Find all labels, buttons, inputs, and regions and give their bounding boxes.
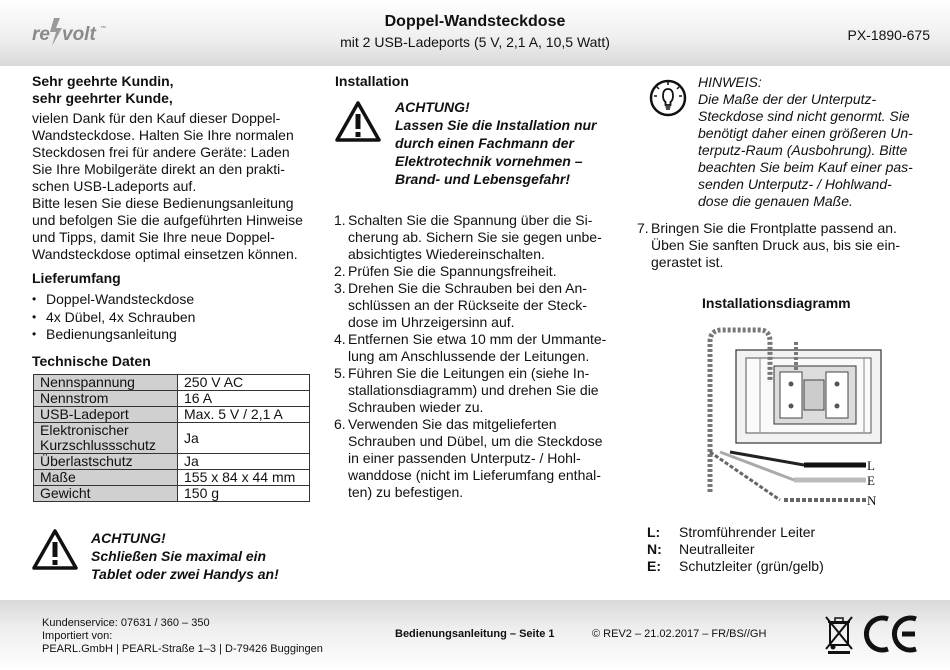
footer-revision: © REV2 – 21.02.2017 – FR/BS//GH: [592, 628, 767, 640]
step-number: 1.: [334, 212, 346, 228]
step-line: in einer passenden Unterputz- / Hohl-: [348, 450, 581, 466]
step-line: Prüfen Sie die Spannungsfreiheit.: [348, 263, 557, 279]
intro-line: schen USB-Ladeports auf.: [32, 178, 197, 194]
diagram-heading: Installationsdiagramm: [702, 295, 851, 311]
step-line: schlüssen an der Rückseite der Steck-: [348, 297, 587, 313]
step-number: 7.: [637, 220, 649, 236]
hint-line: terputz-Raum (Ausbohrung). Bitte: [698, 142, 908, 158]
step-line: Drehen Sie die Schrauben bei den An-: [348, 280, 587, 296]
step-line: Bringen Sie die Frontplatte passend an.: [651, 220, 897, 236]
step-line: ten) zu befestigen.: [348, 484, 464, 500]
table-cell-key: Gewicht: [34, 486, 178, 502]
scope-list: [32, 291, 195, 344]
table-row: [34, 470, 310, 486]
legend-item: [647, 541, 824, 558]
table-cell-value: 16 A: [178, 391, 310, 407]
weee-bin-icon: [824, 614, 854, 659]
warning-installation-text: [395, 98, 597, 188]
table-cell-key: Nennspannung: [34, 375, 178, 391]
warning-line: Tablet oder zwei Handys an!: [91, 566, 279, 582]
lightbulb-icon: [648, 74, 688, 123]
list-item: [334, 263, 624, 280]
table-cell-value: 155 x 84 x 44 mm: [178, 470, 310, 486]
intro-line: vielen Dank für den Kauf dieser Doppel-: [32, 110, 281, 126]
list-item: [334, 365, 624, 416]
table-cell-value: 150 g: [178, 486, 310, 502]
diagram-wire-label-n: N: [867, 493, 877, 508]
table-row: [34, 486, 310, 502]
warning-charging-text: [91, 529, 279, 583]
greeting-line: sehr geehrter Kunde,: [32, 90, 173, 106]
step-line: stallationsdiagramm) und drehen Sie die: [348, 382, 599, 398]
hint-text: [698, 74, 913, 210]
table-cell-value: Ja: [178, 454, 310, 470]
table-cell-line: Elektronischer: [40, 422, 129, 438]
list-item: [334, 280, 624, 331]
hint-title: HINWEIS:: [698, 74, 762, 90]
intro-line: Wandsteckdose. Halten Sie Ihre normalen: [32, 127, 294, 143]
table-cell-key: Überlastschutz: [34, 454, 178, 470]
warning-line: Schließen Sie maximal ein: [91, 548, 267, 564]
revolt-logo-icon: [32, 12, 107, 52]
tech-table: [33, 374, 310, 502]
step-line: cherung ab. Sichern Sie sie gegen unbe-: [348, 229, 602, 245]
footer-manual: Bedienungsanleitung – Seite 1: [395, 628, 555, 640]
table-cell-value: Max. 5 V / 2,1 A: [178, 407, 310, 423]
list-item: • 4x Dübel, 4x Schrauben: [32, 309, 195, 327]
legend-key: L:: [647, 524, 661, 540]
hint-line: senden Unterputz- / Hohlwand-: [698, 176, 892, 192]
warning-line: durch einen Fachmann der: [395, 135, 574, 151]
step-line: absichtigtes Wiedereinschalten.: [348, 246, 545, 262]
table-cell-value: Ja: [178, 423, 310, 454]
table-row: [34, 407, 310, 423]
step-line: wanddose (nicht im Lieferumfang enthal-: [348, 467, 601, 483]
list-item: [334, 331, 624, 365]
intro-line: und Tipps, damit Sie Ihre neue Doppel-: [32, 229, 275, 245]
step-number: 5.: [334, 365, 346, 381]
intro-line: Bitte lesen Sie diese Bedienungsanleitung: [32, 195, 294, 211]
diagram-wire-label-e: E: [867, 473, 875, 488]
greeting-line: Sehr geehrte Kundin,: [32, 73, 174, 89]
intro-line: Steckdosen frei für andere Geräte: Laden: [32, 144, 290, 160]
list-item: • Bedienungsanleitung: [32, 326, 195, 344]
step-number: 2.: [334, 263, 346, 279]
step-number: 6.: [334, 416, 346, 432]
step-line: Schrauben wieder zu.: [348, 399, 484, 415]
step-line: Üben Sie sanften Druck aus, bis sie ein-: [651, 237, 901, 253]
legend-key: N:: [647, 541, 662, 557]
table-row: [34, 375, 310, 391]
legend-value: Stromführender Leiter: [679, 524, 816, 540]
step-line: Schalten Sie die Spannung über die Si-: [348, 212, 593, 228]
legend-item: [647, 524, 824, 541]
table-cell-line: Kurzschlussschutz: [40, 437, 156, 453]
hint-line: beachten Sie beim Kauf einer pas-: [698, 159, 913, 175]
legend-value: Schutzleiter (grün/gelb): [679, 558, 824, 574]
table-cell-key: Maße: [34, 470, 178, 486]
installation-step-7: [637, 220, 927, 271]
svg-text:re: re: [32, 24, 50, 45]
step-line: Schrauben und Dübel, um die Steckdose: [348, 433, 603, 449]
page-title: Doppel-Wandsteckdose: [384, 13, 566, 30]
step-line: lung am Anschlussende der Leitungen.: [348, 348, 590, 364]
step-line: Entfernen Sie etwa 10 mm der Ummante-: [348, 331, 607, 347]
hint-line: Steckdose sind nicht genormt. Sie: [698, 108, 910, 124]
warning-triangle-icon: [335, 100, 381, 147]
table-cell-value: 250 V AC: [178, 375, 310, 391]
brand-logo: [32, 12, 107, 52]
legend-item: [647, 558, 824, 575]
svg-text:™: ™: [100, 26, 106, 32]
table-row: [34, 423, 310, 454]
table-row: [34, 391, 310, 407]
intro-line: Wandsteckdose optimal einsetzen können.: [32, 246, 298, 262]
installation-heading: Installation: [335, 73, 409, 89]
hint-line: dose die genauen Maße.: [698, 193, 853, 209]
intro-text: [32, 110, 332, 263]
importer-label: Importiert von:: [42, 630, 113, 642]
step-line: Führen Sie die Leitungen ein (siehe In-: [348, 365, 590, 381]
warning-line: Brand- und Lebensgefahr!: [395, 171, 571, 187]
warning-title: ACHTUNG!: [91, 530, 166, 546]
step-line: Verwenden Sie das mitgelieferten: [348, 416, 557, 432]
customer-service: Kundenservice: 07631 / 360 – 350: [42, 617, 210, 629]
table-cell-key: Nennstrom: [34, 391, 178, 407]
table-row: [34, 454, 310, 470]
table-cell-key: [34, 423, 178, 454]
diagram-wire-label-l: L: [867, 458, 875, 473]
footer-contact: [42, 617, 323, 656]
warning-line: Lassen Sie die Installation nur: [395, 117, 597, 133]
scope-heading: Lieferumfang: [32, 270, 121, 286]
warning-line: Elektrotechnik vornehmen –: [395, 153, 583, 169]
list-item: [334, 212, 624, 263]
table-cell-key: USB-Ladeport: [34, 407, 178, 423]
svg-text:volt: volt: [62, 24, 96, 45]
tech-heading: Technische Daten: [32, 353, 151, 369]
legend-key: E:: [647, 558, 661, 574]
intro-line: Sie Ihre Mobilgeräte direkt an den prakti-: [32, 161, 285, 177]
installation-diagram: [700, 322, 890, 522]
step-line: gerastet ist.: [651, 254, 724, 270]
legend-value: Neutralleiter: [679, 541, 755, 557]
installation-steps: [334, 212, 624, 501]
importer-address: PEARL.GmbH | PEARL-Straße 1–3 | D-79426 Buggingen: [42, 643, 323, 655]
step-number: 3.: [334, 280, 346, 296]
greeting: [32, 73, 174, 107]
hint-line: Die Maße der der Unterputz-: [698, 91, 877, 107]
article-number: PX-1890-675: [847, 27, 930, 43]
warning-triangle-icon: [32, 528, 78, 575]
step-line: dose im Uhrzeigersinn auf.: [348, 314, 515, 330]
wire-legend: [647, 524, 824, 575]
list-item: [637, 220, 927, 271]
warning-title: ACHTUNG!: [395, 99, 470, 115]
list-item: [334, 416, 624, 501]
list-item: • Doppel-Wandsteckdose: [32, 291, 195, 309]
ce-mark-icon: [862, 614, 920, 659]
step-number: 4.: [334, 331, 346, 347]
hint-line: benötigt daher einen größeren Un-: [698, 125, 913, 141]
page-subtitle: mit 2 USB-Ladeports (5 V, 2,1 A, 10,5 Watt): [340, 34, 610, 50]
intro-line: und befolgen Sie die aufgeführten Hinweise: [32, 212, 303, 228]
